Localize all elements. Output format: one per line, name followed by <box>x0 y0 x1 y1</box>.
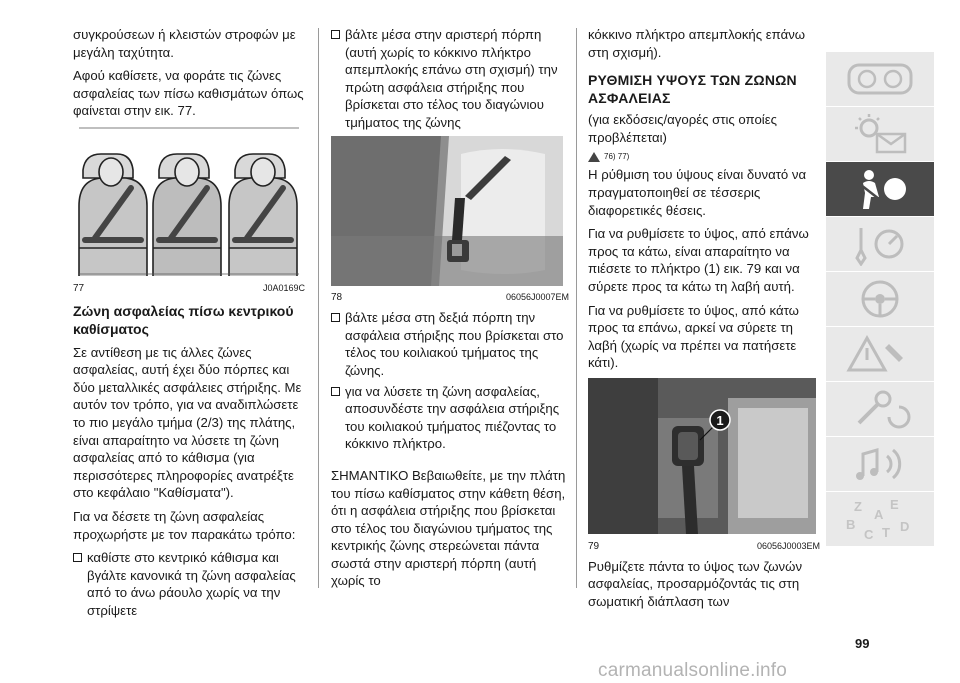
list-item-text: βάλτε μέσα στη δεξιά πόρπη την ασφάλεια στήριξης που βρίσκεται στο τέλος του κοιλιακού τμήματος της ζώνης. <box>345 310 564 378</box>
index-letter-z: Z <box>854 499 862 514</box>
paragraph: Για να δέσετε τη ζώνη ασφαλείας προχωρήστε με τον παρακάτω τρόπο: <box>73 508 296 542</box>
paragraph: Ρυθμίζετε πάντα το ύψος των ζωνών ασφαλείας, προσαρμόζοντάς τις στη σωματική διάπλαση των <box>588 558 803 609</box>
list-item-text: καθίστε στο κεντρικό κάθισμα και βγάλτε κανονικά τη ζώνη ασφαλείας από το άνω ράουλο χωρίς να την στρίψετε <box>87 550 296 618</box>
figure-77 <box>73 126 305 294</box>
figure-number: 79 <box>588 540 600 552</box>
callout-number: 1 <box>716 412 724 428</box>
figure-code: 06056J0003EM <box>756 540 820 551</box>
important-note: ΣΗΜΑΝΤΙΚΟ Βεβαιωθείτε, με την πλάτη του πίσω καθίσματος στην κάθετη θέση, ότι η ασφάλεια στήριξης που βρίσκεται στο τέλος του διαγώνιου τμήματος της κεντρικής ζώνης στερεώνεται πάντα σωστά στην αριστερή πόρπη (αυτή χωρίς το <box>331 467 566 589</box>
figure-78 <box>331 136 569 304</box>
list-item-text: βάλτε μέσα στην αριστερή πόρπη (αυτή χωρίς το κόκκινο πλήκτρο απεμπλοκής επάνω στη σχισμή) την πρώτη ασφάλεια στήριξης που βρίσκεται στο τέλος του διαγώνιου τμήματος της ζώνης <box>345 27 558 130</box>
bullet-square-icon <box>331 387 340 396</box>
paragraph: (για εκδόσεις/αγορές στις οποίες προβλέπεται) <box>588 112 777 145</box>
paragraph: Η ρύθμιση του ύψους είναι δυνατό να πραγματοποιηθεί σε τέσσερις διαφορετικές θέσεις. <box>588 167 807 218</box>
tab-driving[interactable] <box>826 272 934 326</box>
index-letter-d: D <box>900 519 910 534</box>
list-item <box>73 549 305 619</box>
list-item <box>331 383 569 453</box>
tab-index[interactable] <box>826 492 934 546</box>
tab-dashboard[interactable] <box>826 52 934 106</box>
tab-starting[interactable] <box>826 217 934 271</box>
figure-caption <box>73 283 305 294</box>
seatbelt-height-adjuster-photo <box>588 378 816 534</box>
index-letter-a: A <box>874 507 884 522</box>
column-middle <box>331 26 569 596</box>
bullet-square-icon <box>331 313 340 322</box>
steering-wheel-icon <box>845 277 915 321</box>
index-letter-c: C <box>864 527 874 542</box>
list-item-text: για να λύσετε τη ζώνη ασφαλείας, αποσυνδέστε την ασφάλεια στήριξης του κοιλιακού τμήματος πιέζοντας το κόκκινο πλήκτρο. <box>345 383 560 452</box>
figure-79 <box>588 378 820 552</box>
column-right <box>588 26 820 616</box>
figure-code: J0A0169C <box>262 282 305 293</box>
paragraph: Για να ρυθμίσετε το ύψος, από κάτω προς τα επάνω, αρκεί να σύρετε τη λαβή (χωρίς να πρέπει να πατήσετε κάτι). <box>588 302 799 371</box>
paragraph: Για να ρυθμίσετε το ύψος, από επάνω προς τα κάτω, είναι απαραίτητο να πιέσετε το πλήκτρο (1) εικ. 79 και να σύρετε προς τα κάτω τη λαβή αυτή. <box>588 226 809 294</box>
seatbelt-buckle-photo <box>331 136 563 286</box>
column-left <box>73 26 305 622</box>
figure-caption <box>588 541 820 552</box>
bullet-square-icon <box>331 30 340 39</box>
index-letters-icon <box>840 495 920 543</box>
lights-mail-icon <box>845 112 915 156</box>
list-item <box>331 26 569 132</box>
chapter-tabs <box>826 52 934 547</box>
figure-code: 06056J0007EM <box>505 292 569 303</box>
figure-number: 78 <box>331 292 343 304</box>
safety-airbag-icon <box>845 167 915 211</box>
tab-emergency[interactable] <box>826 327 934 381</box>
paragraph: κόκκινο πλήκτρο απεμπλοκής επάνω στη σχισμή). <box>588 27 806 60</box>
paragraph: Αφού καθίσετε, να φοράτε τις ζώνες ασφαλείας των πίσω καθισμάτων όπως φαίνεται στην εικ. 77. <box>73 68 304 119</box>
column-divider <box>576 28 577 588</box>
multimedia-icon <box>845 442 915 486</box>
paragraph: συγκρούσεων ή κλειστών στροφών με μεγάλη ταχύτητα. <box>73 27 296 60</box>
warning-triangle-icon <box>845 332 915 376</box>
tab-lights-messages[interactable] <box>826 107 934 161</box>
index-letter-b: B <box>846 517 856 532</box>
watermark: carmanualsonline.info <box>598 660 788 681</box>
section-heading: ΡΥΘΜΙΣΗ ΥΨΟΥΣ ΤΩΝ ΖΩΝΩΝ ΑΣΦΑΛΕΙΑΣ <box>588 72 797 107</box>
paragraph: Σε αντίθεση με τις άλλες ζώνες ασφαλείας, αυτή έχει δύο πόρπες και δύο μεταλλικές ασφάλειες στήριξης. Με αυτόν τον τρόπο, για να αναδιπλώσετε το πιο μεγάλο τμήμα (2/3) της πλάτης, είναι απαραίτητο να λύσετε τη ζώνη ασφαλείας από το κάθισμα (για περισσότερες πληροφορίες ανατρέξτε στο κεφάλαιο "Καθίσματα"). <box>73 344 302 501</box>
index-letter-t: T <box>882 525 890 540</box>
tab-safety[interactable] <box>826 162 934 216</box>
tab-multimedia[interactable] <box>826 437 934 491</box>
section-heading: Ζώνη ασφαλείας πίσω κεντρικού καθίσματος <box>73 302 294 337</box>
bullet-square-icon <box>73 553 82 562</box>
index-letter-e: E <box>890 497 899 512</box>
key-ignition-icon <box>845 222 915 266</box>
service-tools-icon <box>845 387 915 431</box>
column-divider <box>318 28 319 588</box>
list-item <box>331 309 569 379</box>
page-number: 99 <box>855 636 870 651</box>
reference-numbers: 76) 77) <box>604 152 630 162</box>
tab-maintenance[interactable] <box>826 382 934 436</box>
rear-seats-seatbelt-illustration <box>73 126 305 276</box>
figure-caption <box>331 292 569 303</box>
warning-triangle-icon <box>588 152 600 162</box>
dashboard-icon <box>845 59 915 99</box>
figure-number: 77 <box>73 282 85 294</box>
warning-references <box>588 152 820 162</box>
